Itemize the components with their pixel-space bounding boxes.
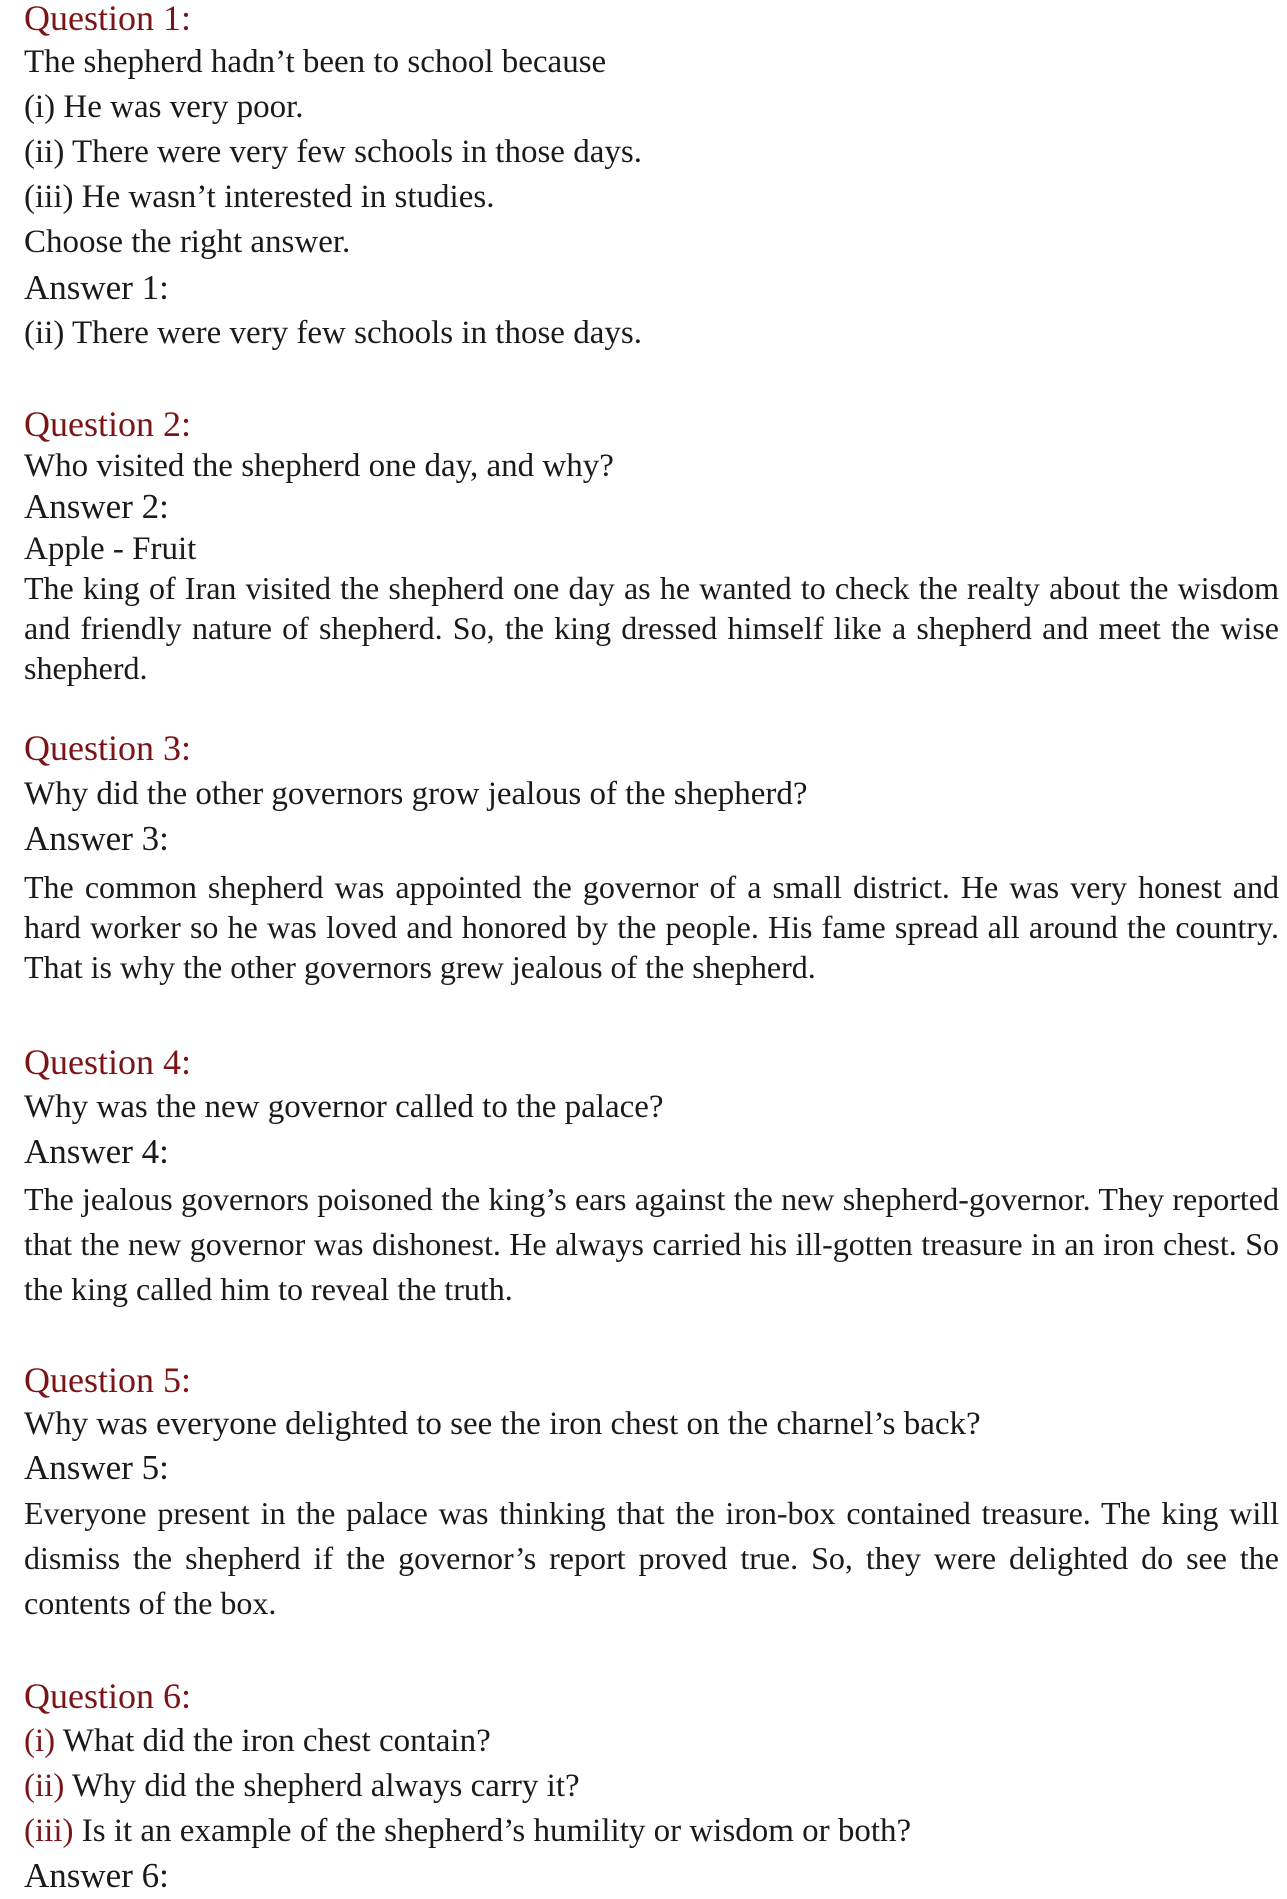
- question-6-item-3-number: (iii): [24, 1813, 74, 1849]
- question-1-heading: Question 1:: [24, 0, 191, 38]
- question-6-item-2: [24, 1766, 580, 1806]
- question-6-item-3: [24, 1811, 911, 1851]
- question-3-text: Why did the other governors grow jealous of the shepherd?: [24, 776, 808, 812]
- question-1-text: The shepherd hadn’t been to school because: [24, 44, 607, 80]
- answer-5-heading: Answer 5:: [24, 1448, 169, 1487]
- answer-5-text: Everyone present in the palace was thinking that the iron-box contained treasure. The king will dismiss the shepherd if the governor’s report proved true. So, they were delighted do see the contents of the box.: [24, 1495, 1279, 1621]
- question-4-heading: Question 4:: [24, 1042, 191, 1082]
- question-3-heading: Question 3:: [24, 728, 191, 768]
- question-6-item-1: [24, 1721, 491, 1761]
- question-4-text: Why was the new governor called to the palace?: [24, 1089, 664, 1125]
- question-2-heading: Question 2:: [24, 404, 191, 444]
- answer-4-text: The jealous governors poisoned the king’s ears against the new shepherd-governor. They reported that the new governor was dishonest. He always carried his ill-gotten treasure in an iron chest. So the king called him to reveal the truth.: [24, 1181, 1279, 1307]
- question-6-item-1-text: What did the iron chest contain?: [55, 1723, 491, 1759]
- question-1-option-1: (i) He was very poor.: [24, 89, 304, 125]
- answer-2-note: Apple - Fruit: [24, 531, 197, 567]
- answer-4-heading: Answer 4:: [24, 1132, 169, 1171]
- question-1-option-2: (ii) There were very few schools in those days.: [24, 134, 642, 170]
- answer-1-heading: Answer 1:: [24, 268, 169, 307]
- question-5-heading: Question 5:: [24, 1360, 191, 1400]
- answer-3-heading: Answer 3:: [24, 819, 169, 858]
- question-6-item-2-text: Why did the shepherd always carry it?: [64, 1768, 580, 1804]
- question-1-option-3: (iii) He wasn’t interested in studies.: [24, 179, 495, 215]
- question-5-text: Why was everyone delighted to see the iron chest on the charnel’s back?: [24, 1406, 981, 1442]
- question-1-instruction: Choose the right answer.: [24, 224, 351, 260]
- answer-2-text: The king of Iran visited the shepherd one day as he wanted to check the realty about the wisdom and friendly nature of shepherd. So, the king dressed himself like a shepherd and meet the wise shepherd.: [24, 570, 1279, 686]
- answer-3-text: The common shepherd was appointed the governor of a small district. He was very honest and hard worker so he was loved and honored by the people. His fame spread all around the country. That is why the other governors grew jealous of the shepherd.: [24, 869, 1279, 985]
- answer-1-text: (ii) There were very few schools in those days.: [24, 315, 642, 351]
- question-6-item-2-number: (ii): [24, 1768, 65, 1804]
- question-2-text: Who visited the shepherd one day, and why?: [24, 448, 614, 484]
- question-6-heading: Question 6:: [24, 1676, 191, 1716]
- question-6-item-3-text: Is it an example of the shepherd’s humility or wisdom or both?: [73, 1813, 912, 1849]
- question-6-item-1-number: (i): [24, 1723, 56, 1759]
- answer-6-heading: Answer 6:: [24, 1856, 169, 1895]
- answer-2-heading: Answer 2:: [24, 487, 169, 526]
